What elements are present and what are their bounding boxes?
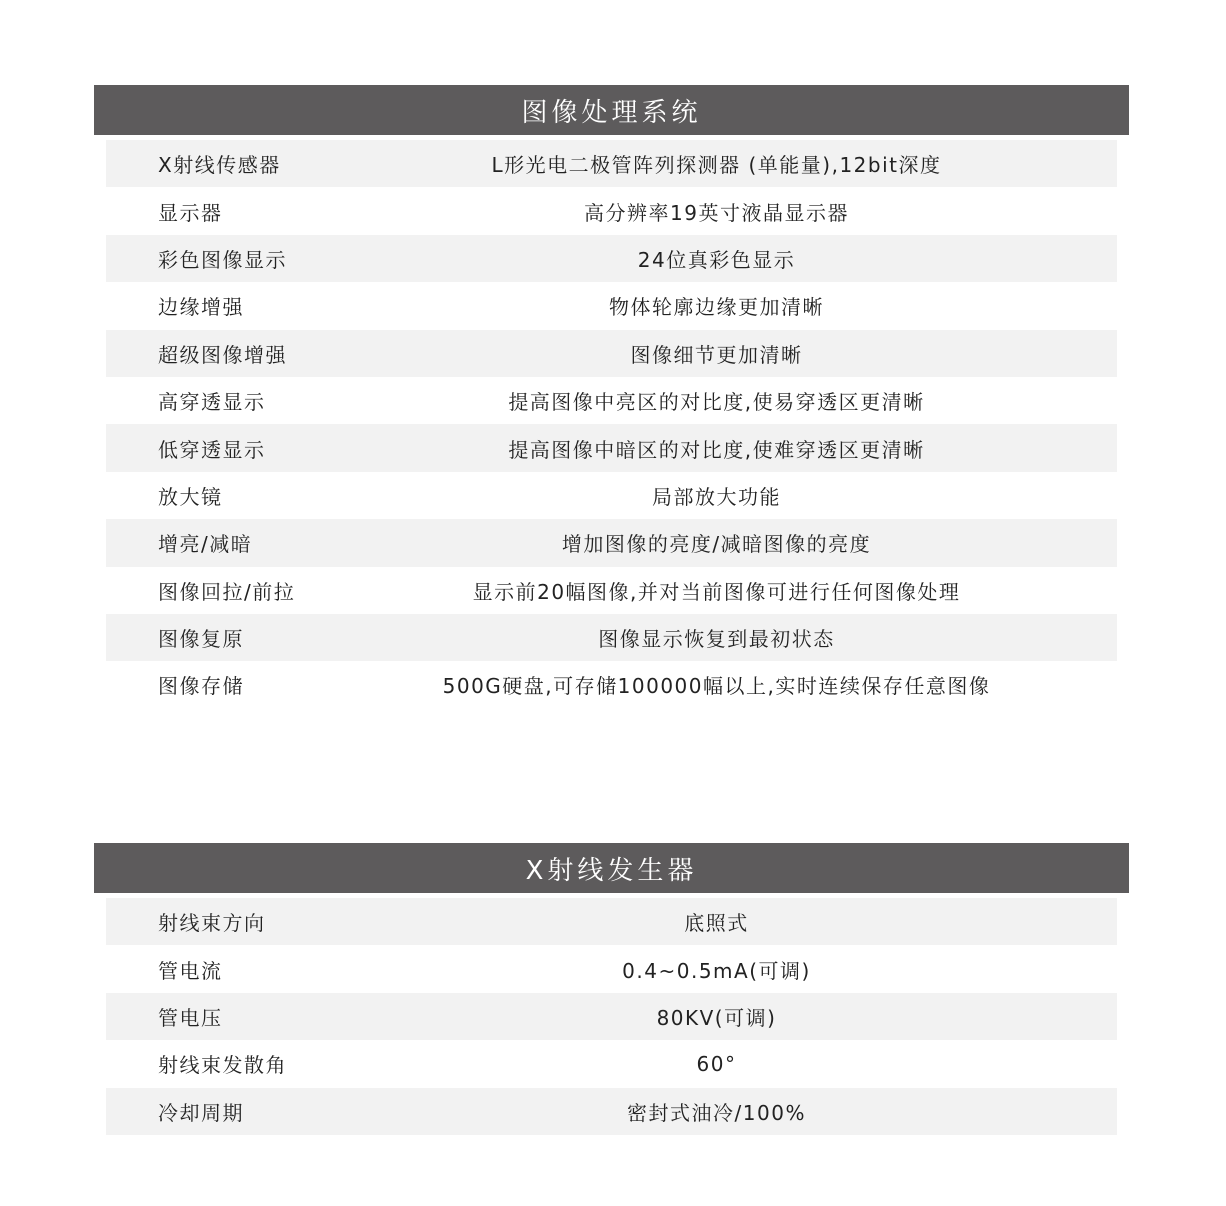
- table-row: [106, 614, 1117, 661]
- table-row: [106, 993, 1117, 1040]
- row-value: 图像显示恢复到最初状态: [598, 627, 835, 652]
- row-label: 射线束方向: [158, 911, 266, 936]
- row-label: 放大镜: [158, 484, 223, 509]
- table-row: [106, 1088, 1117, 1135]
- row-value: 物体轮廓边缘更加清晰: [609, 295, 824, 320]
- row-value: 图像细节更加清晰: [630, 342, 803, 367]
- row-label: 管电流: [158, 958, 223, 983]
- row-value: 提高图像中亮区的对比度,使易穿透区更清晰: [508, 390, 925, 415]
- table-row: [106, 519, 1117, 566]
- row-label: 射线束发散角: [158, 1053, 287, 1078]
- table-row: [106, 661, 1117, 708]
- row-value: L形光电二极管阵列探测器 (单能量),12bit深度: [491, 153, 942, 178]
- xray-generator-section: [94, 843, 1129, 1135]
- table-row: [106, 187, 1117, 234]
- row-label: 低穿透显示: [158, 437, 266, 462]
- table-row: [106, 472, 1117, 519]
- row-label: 边缘增强: [158, 295, 244, 320]
- row-value: 24位真彩色显示: [637, 247, 796, 272]
- table-row: [106, 140, 1117, 187]
- spec-table: [106, 140, 1117, 709]
- row-label: X射线传感器: [158, 153, 281, 178]
- image-processing-section: [94, 85, 1129, 709]
- spec-table: [106, 898, 1117, 1135]
- row-label: 管电压: [158, 1005, 223, 1030]
- row-value: 80KV(可调): [656, 1005, 777, 1030]
- row-value: 局部放大功能: [652, 484, 781, 509]
- row-value: 60°: [696, 1051, 737, 1076]
- row-label: 高穿透显示: [158, 390, 266, 415]
- row-label: 图像存储: [158, 674, 244, 699]
- row-value: 底照式: [684, 911, 749, 936]
- row-value: 500G硬盘,可存储100000幅以上,实时连续保存任意图像: [442, 674, 991, 699]
- row-value: 密封式油冷/100%: [627, 1100, 806, 1125]
- row-label: 显示器: [158, 200, 223, 225]
- row-label: 增亮/减暗: [158, 532, 253, 557]
- table-row: [106, 945, 1117, 992]
- table-row: [106, 377, 1117, 424]
- row-label: 超级图像增强: [158, 342, 287, 367]
- table-row: [106, 898, 1117, 945]
- row-value: 增加图像的亮度/减暗图像的亮度: [561, 532, 872, 557]
- row-value: 高分辨率19英寸液晶显示器: [584, 200, 849, 225]
- row-label: 彩色图像显示: [158, 247, 287, 272]
- row-value: 提高图像中暗区的对比度,使难穿透区更清晰: [508, 437, 925, 462]
- table-row: [106, 235, 1117, 282]
- table-row: [106, 424, 1117, 471]
- table-row: [106, 567, 1117, 614]
- section-title: 图像处理系统: [94, 85, 1129, 135]
- row-value: 显示前20幅图像,并对当前图像可进行任何图像处理: [472, 579, 961, 604]
- table-row: [106, 1040, 1117, 1087]
- row-value: 0.4~0.5mA(可调): [622, 958, 811, 983]
- section-title: X射线发生器: [94, 843, 1129, 893]
- row-label: 图像回拉/前拉: [158, 579, 296, 604]
- row-label: 冷却周期: [158, 1100, 244, 1125]
- table-row: [106, 330, 1117, 377]
- row-label: 图像复原: [158, 627, 244, 652]
- table-row: [106, 282, 1117, 329]
